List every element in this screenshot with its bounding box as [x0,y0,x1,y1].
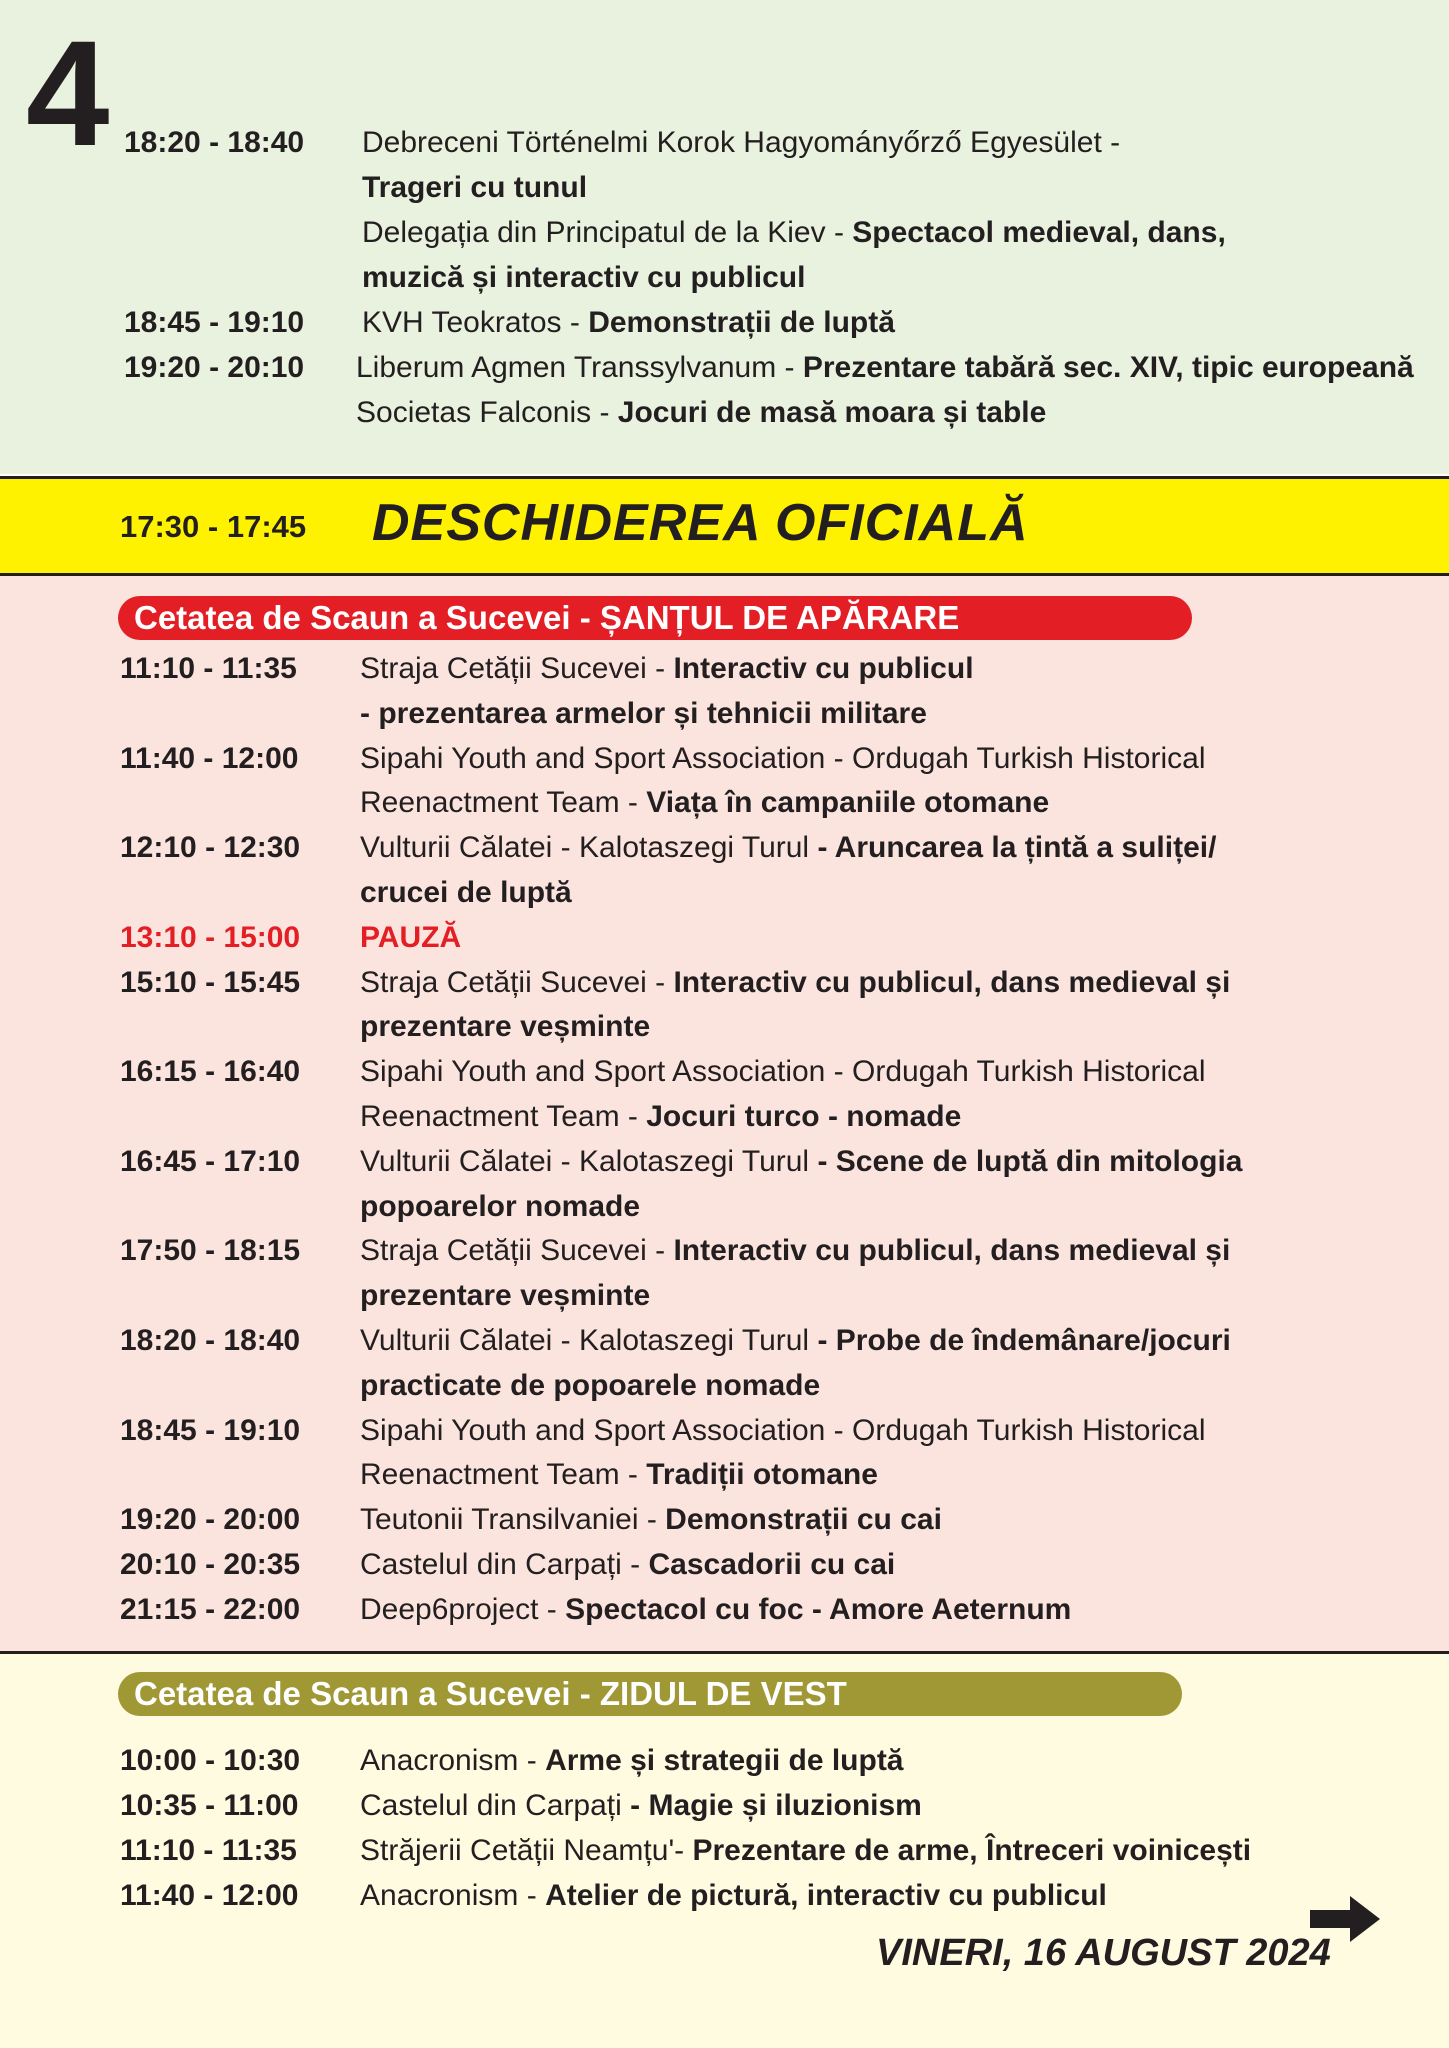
schedule-row [0,390,1449,435]
schedule-description [360,1273,650,1318]
performer-name: Sipahi Youth and Sport Association - Ordugah Turkish Historical [360,1055,1206,1089]
schedule-time: 17:50 - 18:15 [120,1234,301,1268]
activity-title: Cascadorii cu cai [648,1548,896,1581]
performer-name: Sipahi Youth and Sport Association - Ordugah Turkish Historical [360,1413,1206,1447]
schedule-time: 13:10 - 15:00 [120,920,301,954]
schedule-row [0,825,1449,870]
schedule-row [0,1139,1449,1184]
opening-time: 17:30 - 17:45 [120,509,307,544]
moat-section-title: Cetatea de Scaun a Sucevei - ȘANȚUL DE APĂRARE [118,596,1192,640]
activity-title: Interactiv cu publicul [673,652,974,685]
schedule-description [356,390,1046,435]
schedule-description [360,1452,878,1497]
schedule-description [360,691,927,736]
performer-name: Străjerii Cetății Neamțu'- [360,1834,693,1867]
schedule-time: 11:40 - 12:00 [120,1879,299,1912]
performer-name: Sipahi Youth and Sport Association - Ordugah Turkish Historical [360,741,1206,775]
performer-name: Reenactment Team - [360,1100,647,1133]
performer-name: Reenactment Team - [360,786,647,820]
activity-title: - prezentarea armelor și tehnicii militare [360,696,927,730]
performer-name: Anacronism - [360,1744,546,1777]
activity-title: Prezentare tabără sec. XIV, tipic europeană [802,351,1414,384]
activity-title: crucei de luptă [360,876,572,909]
performer-name: Anacronism - [360,1879,546,1912]
schedule-time: 11:10 - 11:35 [120,652,297,685]
schedule-row [0,1587,1449,1632]
activity-title: - Magie și iluzionism [630,1789,922,1822]
performer-name: Delegația din Principatul de la Kiev - [362,216,853,249]
schedule-description [356,345,1414,390]
schedule-time: 10:00 - 10:30 [120,1744,301,1777]
schedule-description [360,915,461,960]
performer-name: KVH Teokratos - [362,306,589,339]
schedule-row [0,1408,1449,1453]
schedule-description [362,120,1120,165]
schedule-description [360,1873,1107,1918]
activity-title: prezentare veșminte [360,1010,651,1044]
performer-name: Deep6project - [360,1592,566,1626]
schedule-row [0,300,1449,345]
schedule-time: 11:10 - 11:35 [120,1834,297,1867]
activity-title: - Aruncarea la țintă a suliței/ [817,831,1217,865]
performer-name: Reenactment Team - [360,1458,647,1492]
footer-date: VINERI, 16 AUGUST 2024 [876,1932,1331,1974]
schedule-row [0,1452,1449,1497]
performer-name: Castelul din Carpați - [360,1548,649,1581]
performer-name: Straja Cetății Sucevei - [360,652,674,685]
page-number: 4 [26,9,106,177]
schedule-description [360,960,1230,1005]
moat-section [0,576,1449,1654]
activity-title: popoarelor nomade [360,1189,641,1223]
activity-title: Interactiv cu publicul, dans medieval și [673,1234,1231,1268]
schedule-row [0,120,1449,165]
activity-title: Tradiții otomane [646,1458,878,1492]
schedule-row [0,1049,1449,1094]
performer-name: Liberum Agmen Transsylvanum - [356,351,803,384]
schedule-description [360,1184,640,1229]
performer-name: Vulturii Călatei - Kalotaszegi Turul [360,831,818,865]
schedule-time: 20:10 - 20:35 [120,1548,301,1581]
performer-name: Straja Cetății Sucevei - [360,1234,674,1268]
activity-title: - Scene de luptă din mitologia [817,1144,1243,1178]
schedule-time: 16:15 - 16:40 [120,1055,301,1089]
schedule-time: 19:20 - 20:00 [120,1503,301,1537]
schedule-row [0,736,1449,781]
schedule-row [0,1094,1449,1139]
schedule-description [362,300,895,345]
schedule-time: 12:10 - 12:30 [120,831,301,865]
schedule-row [0,780,1449,825]
schedule-description [360,1049,1205,1094]
top-section [0,0,1449,474]
schedule-row [0,1873,1449,1918]
activity-title: Jocuri turco - nomade [646,1100,962,1133]
schedule-description [360,1497,942,1542]
schedule-row [0,870,1449,915]
opening-banner [0,476,1449,576]
schedule-description [360,780,1049,825]
activity-title: Trageri cu tunul [362,171,588,204]
schedule-description [360,1094,961,1139]
schedule-description [362,255,805,300]
activity-title: Demonstrații de luptă [588,306,895,339]
schedule-time: 11:40 - 12:00 [120,741,299,775]
schedule-row [0,1497,1449,1542]
activity-title: Arme și strategii de luptă [545,1744,904,1777]
performer-name: Debreceni Történelmi Korok Hagyományőrző Egyesület - [362,126,1121,159]
schedule-description [360,1587,1071,1632]
activity-title: Prezentare de arme, Întreceri voinicești [692,1834,1252,1867]
activity-title: Demonstrații cu cai [665,1503,942,1537]
activity-title: Spectacol medieval, dans, [852,216,1226,249]
schedule-row [0,1783,1449,1828]
schedule-row [0,165,1449,210]
activity-title: Interactiv cu publicul, dans medieval și [673,965,1231,999]
schedule-description [360,1828,1251,1873]
schedule-description [360,1542,895,1587]
schedule-time: 16:45 - 17:10 [120,1144,301,1178]
schedule-description [360,1004,650,1049]
activity-title: - Probe de îndemânare/jocuri [817,1324,1231,1357]
schedule-description [360,736,1205,781]
schedule-description [360,1318,1231,1363]
activity-title: Spectacol cu foc - Amore Aeternum [565,1592,1072,1626]
schedule-time: 21:15 - 22:00 [120,1592,301,1626]
schedule-description [362,210,1226,255]
performer-name: Straja Cetății Sucevei - [360,965,674,999]
schedule-row [0,1184,1449,1229]
schedule-description [360,825,1216,870]
schedule-description [360,1363,820,1408]
schedule-row [0,210,1449,255]
west-wall-section [0,1654,1449,2048]
activity-title: prezentare veșminte [360,1279,651,1313]
schedule-description [360,1228,1230,1273]
schedule-row [0,345,1449,390]
schedule-description [362,165,587,210]
schedule-row [0,1228,1449,1273]
opening-title: DESCHIDEREA OFICIALĂ [372,494,1029,552]
schedule-row [0,1363,1449,1408]
schedule-description [360,870,572,915]
performer-name: Castelul din Carpați [360,1789,631,1822]
performer-name: Teutonii Transilvaniei - [360,1503,666,1537]
performer-name: Societas Falconis - [356,396,618,429]
schedule-row [0,1542,1449,1587]
schedule-time: 18:20 - 18:40 [120,1324,301,1357]
activity-title: Jocuri de masă moara și table [617,396,1047,429]
schedule-time: 18:45 - 19:10 [124,306,305,339]
activity-title: muzică și interactiv cu publicul [362,261,806,294]
schedule-time: 15:10 - 15:45 [120,965,301,999]
schedule-description [360,646,974,691]
schedule-row [0,960,1449,1005]
schedule-row [0,915,1449,960]
schedule-row [0,255,1449,300]
activity-title: practicate de popoarele nomade [360,1368,821,1402]
schedule-description [360,1783,922,1828]
schedule-time: 19:20 - 20:10 [124,351,305,384]
west-wall-section-title: Cetatea de Scaun a Sucevei - ZIDUL DE VEST [118,1672,1182,1716]
schedule-row [0,1273,1449,1318]
schedule-time: 18:20 - 18:40 [124,126,305,159]
schedule-row [0,646,1449,691]
performer-name: Vulturii Călatei - Kalotaszegi Turul [360,1324,818,1357]
performer-name: Vulturii Călatei - Kalotaszegi Turul [360,1144,818,1178]
schedule-time: 10:35 - 11:00 [120,1789,299,1822]
schedule-row [0,1828,1449,1873]
schedule-time: 18:45 - 19:10 [120,1413,301,1447]
schedule-row [0,1318,1449,1363]
schedule-row [0,1738,1449,1783]
schedule-description [360,1408,1205,1453]
activity-title: Atelier de pictură, interactiv cu publicul [545,1879,1107,1912]
schedule-row [0,1004,1449,1049]
schedule-row [0,691,1449,736]
activity-title: Viața în campaniile otomane [646,786,1050,820]
activity-title: PAUZĂ [360,920,462,954]
schedule-description [360,1139,1242,1184]
schedule-description [360,1738,904,1783]
